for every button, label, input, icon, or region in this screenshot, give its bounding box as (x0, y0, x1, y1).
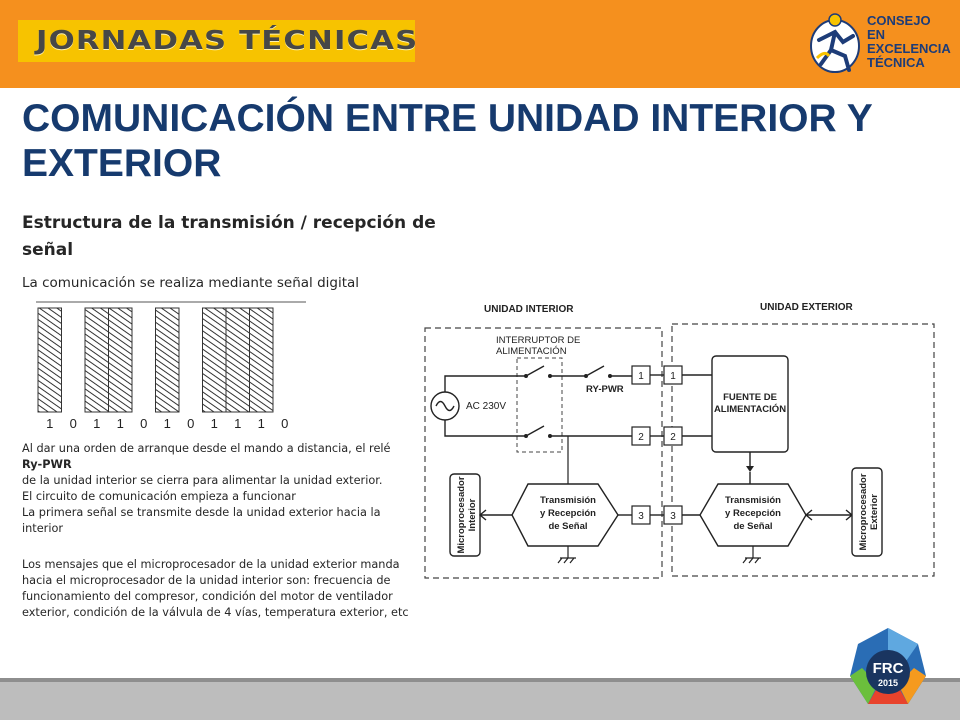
label-interruptor-1: INTERRUPTOR DE (496, 335, 581, 346)
switch-box (517, 358, 562, 452)
logo-text (867, 14, 951, 70)
label-unidad-exterior: UNIDAD EXTERIOR (760, 302, 853, 313)
runner-icon (805, 10, 867, 76)
terminal-2-int-label: 2 (638, 432, 644, 443)
badge-frc: FRC (872, 660, 904, 677)
label-tx-ext-1: Transmisión (725, 495, 781, 506)
label-fuente-1: FUENTE DE (723, 392, 777, 403)
pulse-bit-label: 0 (187, 416, 195, 431)
logo-line-2: EXCELENCIA (867, 41, 951, 56)
pulse-bar (226, 308, 250, 412)
banner-text: JORNADAS TÉCNICAS (36, 26, 419, 56)
label-micro-int-1: Microprocesador (456, 476, 467, 554)
label-fuente-2: ALIMENTACIÓN (713, 404, 787, 415)
pulse-bar (38, 308, 62, 412)
label-tx-int-3: de Señal (548, 521, 588, 532)
label-ac: AC 230V (466, 401, 507, 412)
digital-pulse-figure (30, 296, 312, 436)
pulse-bar (109, 308, 133, 412)
terminal-3-ext-label: 3 (670, 511, 676, 522)
paragraph-2: Los mensajes que el microprocesador de la unidad exterior manda hacia el microprocesador de la unidad interior son: frecuencia de funcionamiento del compresor, condición del motor de ventilador exterior, condición de la válvula de 4 vías, temperatura exterior, etc (22, 558, 409, 619)
consejo-logo (805, 10, 951, 76)
pulse-bar (85, 308, 109, 412)
pulse-bit-label: 1 (257, 416, 265, 431)
label-interruptor-2: ALIMENTACIÓN (496, 346, 567, 357)
ground-icon-ext (743, 558, 761, 563)
ground-icon (558, 558, 576, 563)
pulse-bit-label: 1 (46, 416, 54, 431)
pulse-bit-label: 1 (116, 416, 124, 431)
label-tx-int-2: y Recepción (540, 508, 596, 519)
header-bar (0, 0, 960, 88)
frc-2015-badge (838, 624, 938, 714)
pulse-bar (156, 308, 180, 412)
pulse-bits (46, 416, 288, 431)
label-tx-ext-2: y Recepción (725, 508, 781, 519)
label-tx-int-1: Transmisión (540, 495, 596, 506)
page-title: COMUNICACIÓN ENTRE UNIDAD INTERIOR Y EXTERIOR (22, 97, 873, 185)
communication-diagram (420, 296, 940, 588)
terminal-1-int-label: 1 (638, 371, 644, 382)
para1-line3: El circuito de comunicación empieza a funcionar (22, 490, 296, 503)
pulse-bit-label: 1 (234, 416, 242, 431)
para1-line4: La primera señal se transmite desde la unidad exterior hacia la interior (22, 506, 381, 535)
terminal-3-int-label: 3 (638, 511, 644, 522)
label-unidad-interior: UNIDAD INTERIOR (484, 304, 574, 315)
section-subtitle: Estructura de la transmisión / recepción de señal (22, 213, 436, 260)
terminal-2-ext-label: 2 (670, 432, 676, 443)
pulse-bar (203, 308, 227, 412)
pulse-bit-label: 1 (163, 416, 171, 431)
label-micro-int-2: Interior (467, 498, 478, 532)
label-micro-ext-2: Exterior (869, 494, 880, 530)
pulse-bit-label: 1 (93, 416, 101, 431)
para1-line1: Al dar una orden de arranque desde el mando a distancia, el relé (22, 442, 391, 455)
terminal-1-ext-label: 1 (670, 371, 676, 382)
logo-line-1: CONSEJO EN (867, 13, 931, 42)
label-relay: RY-PWR (586, 384, 624, 395)
label-micro-ext-1: Microprocesador (858, 473, 869, 551)
pulse-bit-label: 1 (210, 416, 218, 431)
para1-line2: de la unidad interior se cierra para alimentar la unidad exterior. (22, 474, 383, 487)
paragraph-1 (22, 441, 422, 537)
label-tx-ext-3: de Señal (733, 521, 773, 532)
pulse-bit-label: 0 (140, 416, 148, 431)
logo-line-3: TÉCNICA (867, 55, 925, 70)
pulse-bar (250, 308, 274, 412)
pulse-bars (38, 308, 273, 412)
para1-bold: Ry-PWR (22, 458, 72, 471)
badge-year: 2015 (877, 678, 899, 688)
pulse-bit-label: 0 (281, 416, 289, 431)
jornadas-banner (18, 20, 419, 62)
intro-text: La comunicación se realiza mediante señal digital (22, 275, 360, 291)
footer-bar (0, 678, 960, 720)
pulse-bit-label: 0 (69, 416, 77, 431)
